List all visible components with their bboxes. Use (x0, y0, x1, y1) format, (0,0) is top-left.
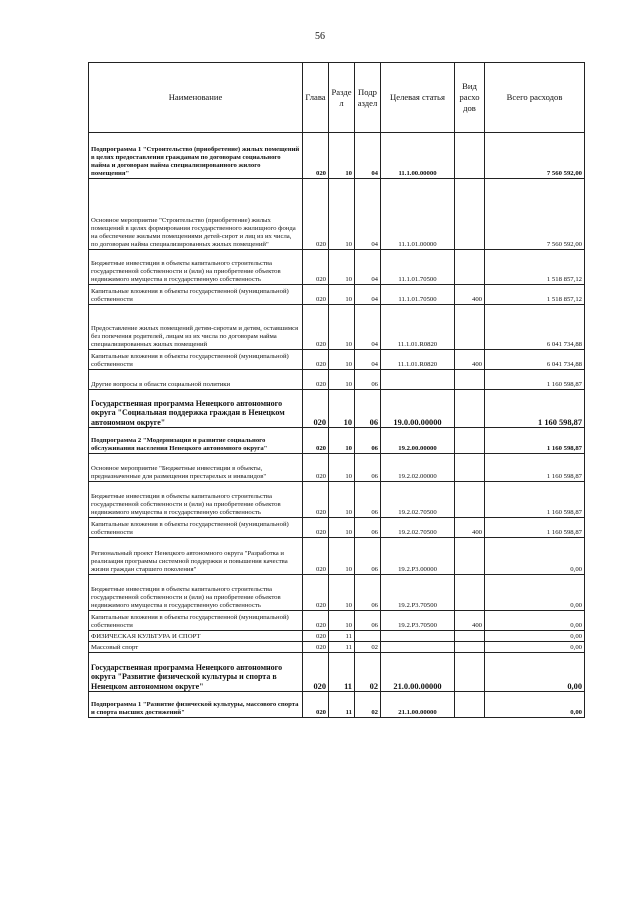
row-chapter: 020 (303, 482, 329, 518)
row-chapter: 020 (303, 575, 329, 611)
row-name: Массовый спорт (89, 642, 303, 653)
row-total: 1 518 857,12 (485, 285, 585, 305)
row-total: 0,00 (485, 692, 585, 718)
table-row (89, 518, 585, 538)
row-subsection: 04 (355, 350, 381, 370)
table-header-row (89, 63, 585, 133)
row-subsection: 04 (355, 250, 381, 285)
row-subsection: 06 (355, 538, 381, 575)
header-subsection: Подр аздел (355, 63, 381, 133)
row-expense-type (455, 575, 485, 611)
row-expense-type (455, 428, 485, 454)
row-subsection: 02 (355, 692, 381, 718)
row-target: 19.2.02.70500 (381, 518, 455, 538)
row-subsection: 06 (355, 518, 381, 538)
row-chapter: 020 (303, 631, 329, 642)
row-section: 10 (329, 250, 355, 285)
table-row (89, 575, 585, 611)
row-target: 21.0.00.00000 (381, 653, 455, 692)
row-section: 11 (329, 692, 355, 718)
row-section: 10 (329, 454, 355, 482)
row-name: Государственная программа Ненецкого автономного округа "Социальная поддержка граждан в Ненецком автономном округе" (89, 390, 303, 428)
row-target: 11.1.01.R0820 (381, 305, 455, 350)
row-expense-type (455, 179, 485, 250)
row-chapter: 020 (303, 285, 329, 305)
row-section: 10 (329, 428, 355, 454)
row-total: 1 160 598,87 (485, 454, 585, 482)
row-target (381, 642, 455, 653)
row-expense-type (455, 692, 485, 718)
row-subsection: 06 (355, 454, 381, 482)
row-section: 11 (329, 642, 355, 653)
row-total: 0,00 (485, 611, 585, 631)
table-row (89, 642, 585, 653)
row-section: 10 (329, 538, 355, 575)
row-chapter: 020 (303, 390, 329, 428)
row-target: 19.2.P3.70500 (381, 575, 455, 611)
row-expense-type (455, 538, 485, 575)
row-total: 7 560 592,00 (485, 133, 585, 179)
row-name: Подпрограмма 1 "Развитие физической культуры, массового спорта и спорта высших достижений" (89, 692, 303, 718)
row-expense-type: 400 (455, 285, 485, 305)
row-name: Капитальные вложения в объекты государственной (муниципальной) собственности (89, 611, 303, 631)
row-subsection: 06 (355, 575, 381, 611)
budget-table (88, 62, 585, 718)
row-target: 19.2.02.00000 (381, 454, 455, 482)
row-expense-type (455, 653, 485, 692)
table-body (89, 133, 585, 718)
row-name: Подпрограмма 1 "Строительство (приобретение) жилых помещений в целях предоставления гражданам по договорам социального найма и договорам найма специализированного жилого помещения" (89, 133, 303, 179)
row-expense-type (455, 454, 485, 482)
row-section: 10 (329, 575, 355, 611)
row-section: 11 (329, 653, 355, 692)
table-row (89, 305, 585, 350)
row-subsection: 06 (355, 370, 381, 390)
row-section: 10 (329, 133, 355, 179)
row-name: Бюджетные инвестиции в объекты капитального строительства государственной собственности и (или) на приобретение объектов недвижимого имущества в государственную собственность (89, 250, 303, 285)
row-section: 10 (329, 611, 355, 631)
table-row (89, 482, 585, 518)
row-name: ФИЗИЧЕСКАЯ КУЛЬТУРА И СПОРТ (89, 631, 303, 642)
row-chapter: 020 (303, 454, 329, 482)
table-row (89, 454, 585, 482)
row-expense-type: 400 (455, 611, 485, 631)
row-section: 10 (329, 179, 355, 250)
row-expense-type (455, 482, 485, 518)
row-target: 11.1.01.70500 (381, 250, 455, 285)
row-subsection (355, 631, 381, 642)
row-name: Предоставление жилых помещений детям-сиротам и детям, оставшимся без попечения родителей, лицам из их числа по договорам найма специализированных жилых помещений (89, 305, 303, 350)
row-subsection: 04 (355, 133, 381, 179)
row-expense-type: 400 (455, 518, 485, 538)
row-subsection: 04 (355, 285, 381, 305)
row-section: 11 (329, 631, 355, 642)
row-chapter: 020 (303, 370, 329, 390)
table-row (89, 390, 585, 428)
row-expense-type (455, 133, 485, 179)
table-row (89, 133, 585, 179)
table-row (89, 538, 585, 575)
row-name: Капитальные вложения в объекты государственной (муниципальной) собственности (89, 518, 303, 538)
table-row (89, 285, 585, 305)
table-row (89, 428, 585, 454)
row-name: Бюджетные инвестиции в объекты капитального строительства государственной собственности и (или) на приобретение объектов недвижимого имущества в государственную собственность (89, 482, 303, 518)
row-subsection: 04 (355, 179, 381, 250)
row-chapter: 020 (303, 305, 329, 350)
row-subsection: 06 (355, 390, 381, 428)
row-name: Другие вопросы в области социальной политики (89, 370, 303, 390)
row-chapter: 020 (303, 538, 329, 575)
row-total: 0,00 (485, 538, 585, 575)
row-target: 19.2.02.70500 (381, 482, 455, 518)
row-subsection: 02 (355, 642, 381, 653)
row-subsection: 06 (355, 611, 381, 631)
header-section: Разде л (329, 63, 355, 133)
row-total: 0,00 (485, 642, 585, 653)
row-expense-type (455, 642, 485, 653)
row-target: 19.0.00.00000 (381, 390, 455, 428)
row-chapter: 020 (303, 642, 329, 653)
row-target: 11.1.01.00000 (381, 179, 455, 250)
row-chapter: 020 (303, 350, 329, 370)
table-row (89, 631, 585, 642)
row-section: 10 (329, 350, 355, 370)
row-total: 1 160 598,87 (485, 482, 585, 518)
row-section: 10 (329, 370, 355, 390)
row-section: 10 (329, 305, 355, 350)
row-chapter: 020 (303, 653, 329, 692)
row-expense-type: 400 (455, 350, 485, 370)
row-target: 11.1.00.00000 (381, 133, 455, 179)
row-subsection: 02 (355, 653, 381, 692)
row-section: 10 (329, 390, 355, 428)
row-target: 19.2.P3.00000 (381, 538, 455, 575)
table-row (89, 350, 585, 370)
header-target: Целевая статья (381, 63, 455, 133)
row-chapter: 020 (303, 179, 329, 250)
row-name: Капитальные вложения в объекты государственной (муниципальной) собственности (89, 285, 303, 305)
row-expense-type (455, 370, 485, 390)
table-row (89, 692, 585, 718)
header-chapter: Глава (303, 63, 329, 133)
row-total: 1 160 598,87 (485, 518, 585, 538)
table-row (89, 250, 585, 285)
row-section: 10 (329, 518, 355, 538)
row-subsection: 04 (355, 305, 381, 350)
page-number: 56 (315, 31, 325, 42)
row-target: 19.2.00.00000 (381, 428, 455, 454)
row-total: 1 160 598,87 (485, 428, 585, 454)
header-total: Всего расходов (485, 63, 585, 133)
row-target (381, 631, 455, 642)
row-total: 0,00 (485, 631, 585, 642)
row-expense-type (455, 250, 485, 285)
row-subsection: 06 (355, 428, 381, 454)
row-total: 0,00 (485, 653, 585, 692)
row-name: Региональный проект Ненецкого автономного округа "Разработка и реализация программы системной поддержки и повышения качества жизни граждан старшего поколения" (89, 538, 303, 575)
row-total: 6 041 734,88 (485, 350, 585, 370)
row-chapter: 020 (303, 518, 329, 538)
row-total: 7 560 592,00 (485, 179, 585, 250)
table-row (89, 611, 585, 631)
row-target (381, 370, 455, 390)
row-name: Основное мероприятие "Строительство (приобретение) жилых помещений в целях формирования государственного жилищного фонда на обеспечение жилыми помещениями детей-сирот и лиц из их числа, по договорам найма специализированных жилых помещений" (89, 179, 303, 250)
row-name: Капитальные вложения в объекты государственной (муниципальной) собственности (89, 350, 303, 370)
row-chapter: 020 (303, 428, 329, 454)
row-name: Основное мероприятие "Бюджетные инвестиции в объекты, предназначенные для размещения престарелых и инвалидов" (89, 454, 303, 482)
row-total: 0,00 (485, 575, 585, 611)
row-total: 6 041 734,88 (485, 305, 585, 350)
row-name: Государственная программа Ненецкого автономного округа "Развитие физической культуры и спорта в Ненецком автономном округе" (89, 653, 303, 692)
row-target: 11.1.01.R0820 (381, 350, 455, 370)
row-section: 10 (329, 285, 355, 305)
row-subsection: 06 (355, 482, 381, 518)
header-expense-type: Вид расхо дов (455, 63, 485, 133)
row-total: 1 160 598,87 (485, 370, 585, 390)
row-chapter: 020 (303, 692, 329, 718)
row-target: 11.1.01.70500 (381, 285, 455, 305)
table-row (89, 653, 585, 692)
row-target: 19.2.P3.70500 (381, 611, 455, 631)
table-row (89, 370, 585, 390)
row-chapter: 020 (303, 133, 329, 179)
row-total: 1 160 598,87 (485, 390, 585, 428)
table-row (89, 179, 585, 250)
row-chapter: 020 (303, 611, 329, 631)
row-name: Подпрограмма 2 "Модернизация и развитие социального обслуживания населения Ненецкого автономного округа" (89, 428, 303, 454)
row-chapter: 020 (303, 250, 329, 285)
row-target: 21.1.00.00000 (381, 692, 455, 718)
header-name: Наименование (89, 63, 303, 133)
row-expense-type (455, 390, 485, 428)
row-expense-type (455, 631, 485, 642)
row-total: 1 518 857,12 (485, 250, 585, 285)
row-name: Бюджетные инвестиции в объекты капитального строительства государственной собственности и (или) на приобретение объектов недвижимого имущества в государственную собственность (89, 575, 303, 611)
row-expense-type (455, 305, 485, 350)
row-section: 10 (329, 482, 355, 518)
